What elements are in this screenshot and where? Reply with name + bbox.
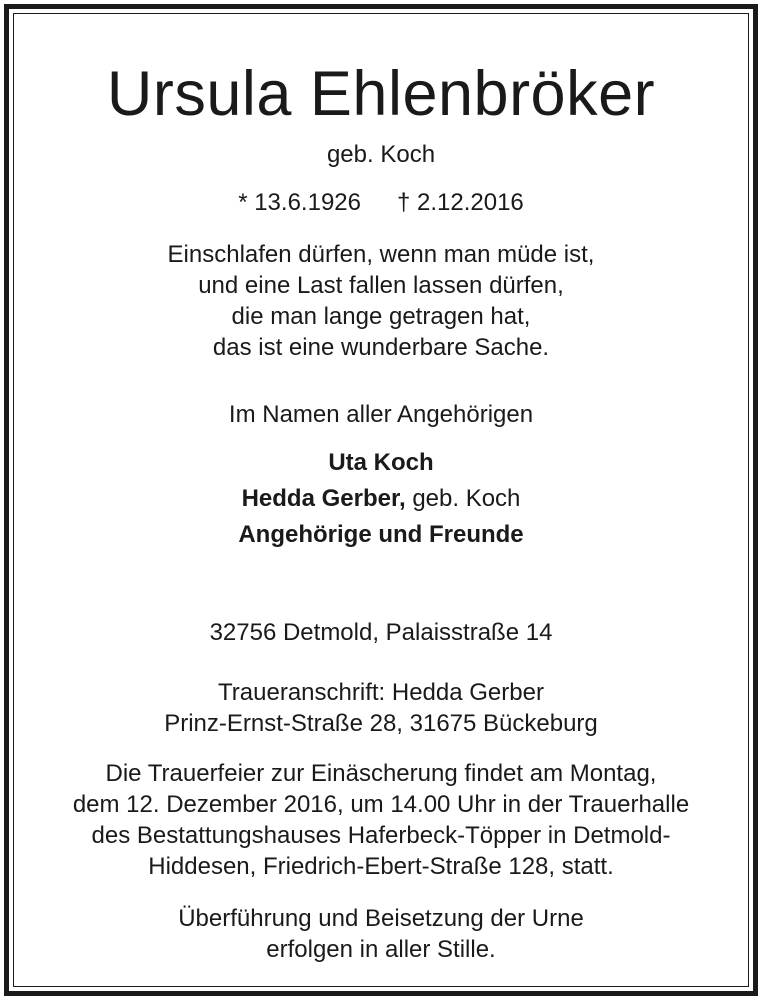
- maiden-name: geb. Koch: [326, 141, 436, 168]
- closing-line: erfolgen in aller Stille.: [266, 936, 496, 963]
- ceremony-line: Die Trauerfeier zur Einäscherung findet am Montag,: [105, 760, 657, 787]
- mourner-second-name: Hedda Gerber,: [241, 485, 406, 512]
- ceremony-line: des Bestattungshauses Haferbeck-Töpper in Detmold-: [91, 822, 671, 849]
- poem-line: und eine Last fallen lassen dürfen,: [198, 272, 564, 299]
- ceremony-line: Hiddesen, Friedrich-Ebert-Straße 128, statt.: [148, 853, 614, 880]
- family-address: 32756 Detmold, Palaisstraße 14: [209, 619, 553, 646]
- mourning-address-line: Prinz-Ernst-Straße 28, 31675 Bückeburg: [164, 710, 598, 737]
- mourning-address-line: Traueranschrift: Hedda Gerber: [218, 679, 544, 706]
- mourner-second-suffix: geb. Koch: [405, 485, 521, 512]
- closing-line: Überführung und Beisetzung der Urne: [178, 905, 584, 932]
- mourner-third: Angehörige und Freunde: [238, 521, 524, 548]
- life-dates: [0, 188, 762, 218]
- poem-line: Einschlafen dürfen, wenn man müde ist,: [167, 241, 595, 268]
- poem-line: die man lange getragen hat,: [231, 303, 531, 330]
- poem-line: das ist eine wunderbare Sache.: [212, 334, 550, 361]
- on-behalf-text: Im Namen aller Angehörigen: [228, 401, 534, 428]
- deceased-name: Ursula Ehlenbröker: [106, 59, 656, 129]
- death-date: † 2.12.2016: [396, 189, 524, 216]
- ceremony-line: dem 12. Dezember 2016, um 14.00 Uhr in der Trauerhalle: [72, 791, 690, 818]
- birth-date: * 13.6.1926: [238, 189, 361, 216]
- mourner-second: [0, 484, 762, 514]
- mourner-first: Uta Koch: [328, 449, 434, 476]
